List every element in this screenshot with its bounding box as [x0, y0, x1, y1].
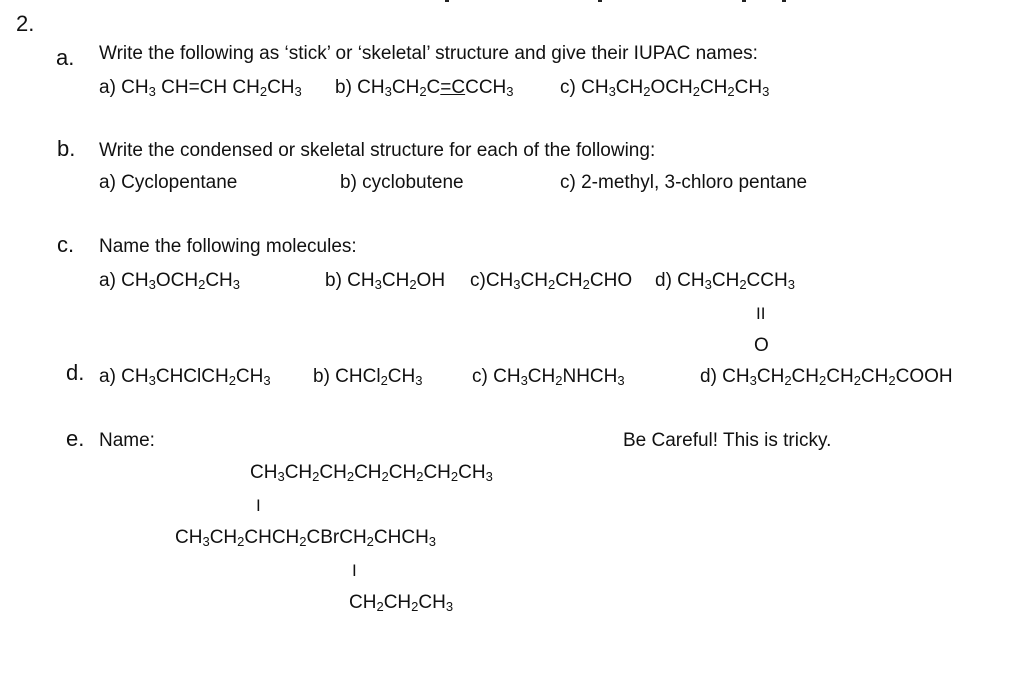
- subscript: 3: [608, 84, 616, 99]
- subscript: 2: [228, 373, 236, 388]
- subscript: 2: [784, 373, 792, 388]
- subscript: 2: [380, 373, 388, 388]
- item-b-a: a) Cyclopentane: [99, 172, 238, 193]
- subscript: 2: [819, 373, 827, 388]
- formula-text: b) CH: [335, 77, 385, 98]
- formula-text: CHCH: [373, 527, 429, 548]
- formula-text: CH: [383, 592, 412, 613]
- formula-text: CH: [418, 592, 446, 613]
- formula-text: CH: [756, 366, 785, 387]
- formula-text: CH: [388, 462, 417, 483]
- subscript: 3: [445, 599, 454, 614]
- formula-text: CH: [458, 462, 486, 483]
- subscript: 2: [643, 84, 651, 99]
- formula-text: CH: [319, 462, 347, 483]
- formula-a-c: [560, 77, 769, 99]
- double-bond-mark: II: [756, 304, 766, 323]
- section-d-label: d.: [66, 360, 85, 385]
- subscript: 3: [374, 277, 382, 292]
- subscript: 3: [428, 534, 437, 549]
- section-e-prompt: Name:: [99, 430, 155, 451]
- subscript: 2: [312, 469, 320, 484]
- subscript: 3: [506, 84, 514, 99]
- formula-c-d: [655, 270, 795, 292]
- item-b-c: c) 2-methyl, 3-chloro pentane: [560, 172, 808, 193]
- formula-text: a) CH: [99, 77, 149, 98]
- formula-text: CH: [391, 77, 420, 98]
- item-b-b: b) cyclobutene: [340, 172, 464, 193]
- formula-text: CH: [267, 77, 295, 98]
- subscript: 3: [148, 277, 156, 292]
- formula-text: CH: [205, 270, 233, 291]
- subscript: 3: [148, 84, 156, 99]
- subscript: 3: [232, 277, 241, 292]
- subscript: 2: [547, 277, 556, 292]
- subscript: 3: [148, 373, 156, 388]
- formula-c-c: [470, 270, 632, 292]
- subscript: 3: [294, 84, 302, 99]
- formula-text: CHClCH: [155, 366, 229, 387]
- subscript: 3: [415, 373, 423, 388]
- formula-text: CH: [734, 77, 763, 98]
- formula-text: CH: [791, 366, 819, 387]
- formula-text: CH: [235, 366, 264, 387]
- subscript: 2: [366, 534, 374, 549]
- formula-text: CH: [250, 462, 278, 483]
- formula-text: d) CH: [700, 366, 750, 387]
- top-edge-fragments: [0, 0, 1024, 2]
- section-e-label: e.: [66, 426, 85, 451]
- subscript: 2: [376, 599, 384, 614]
- subscript: 2: [416, 469, 424, 484]
- formula-text: CH: [209, 527, 238, 548]
- formula-text: CCH: [465, 77, 507, 98]
- subscript: 2: [346, 469, 355, 484]
- subscript: 2: [450, 469, 459, 484]
- formula-text: CHCH: [244, 527, 300, 548]
- formula-text: a) CH: [99, 270, 149, 291]
- subscript: 3: [704, 277, 712, 292]
- subscript: 2: [299, 534, 307, 549]
- subscript: 2: [419, 84, 427, 99]
- subscript: 2: [888, 373, 896, 388]
- formula-text: CH: [826, 366, 854, 387]
- subscript: 2: [555, 373, 563, 388]
- tricky-note: Be Careful! This is tricky.: [623, 430, 832, 451]
- subscript: 3: [384, 84, 392, 99]
- formula-text: CH: [354, 462, 382, 483]
- section-c-prompt: Name the following molecules:: [99, 236, 357, 257]
- formula-text: b) CHCl: [313, 366, 381, 387]
- formula-text: COOH: [895, 366, 953, 387]
- formula-text: c) CH: [472, 366, 521, 387]
- structure-line-3: [349, 592, 453, 614]
- formula-text: d) CH: [655, 270, 705, 291]
- formula-text: CH: [699, 77, 728, 98]
- formula-text: OH: [416, 270, 446, 291]
- formula-text: NHCH: [562, 366, 618, 387]
- formula-text: CHO: [589, 270, 633, 291]
- subscript: 2: [692, 84, 700, 99]
- formula-text: CH: [860, 366, 889, 387]
- formula-text: CCH: [746, 270, 788, 291]
- section-b-label: b.: [57, 136, 76, 161]
- formula-text: CH: [284, 462, 313, 483]
- section-b-prompt: Write the condensed or skeletal structure for each of the following:: [99, 140, 656, 161]
- structure-line-1: [250, 462, 493, 484]
- structure-bond-2: I: [352, 561, 357, 580]
- subscript: 3: [787, 277, 795, 292]
- subscript: 2: [853, 373, 861, 388]
- formula-text: a) CH: [99, 366, 149, 387]
- formula-d-b: [313, 366, 422, 388]
- formula-text: c)CH: [470, 270, 514, 291]
- structure-line-2: [175, 527, 436, 549]
- formula-text: C: [426, 77, 441, 98]
- formula-text: CH: [555, 270, 583, 291]
- formula-d-a: [99, 366, 271, 388]
- formula-text: CH: [175, 527, 203, 548]
- subscript: 2: [237, 534, 245, 549]
- formula-text: CH: [381, 270, 410, 291]
- section-a-prompt: Write the following as ‘stick’ or ‘skeletal’ structure and give their IUPAC names:: [99, 43, 758, 64]
- subscript: 2: [582, 277, 590, 292]
- subscript: 2: [198, 277, 206, 292]
- formula-d-d: [700, 366, 953, 388]
- formula-d-c: [472, 366, 625, 388]
- subscript: 3: [617, 373, 625, 388]
- subscript: 2: [727, 84, 735, 99]
- formula-a-a: [99, 77, 302, 99]
- formula-text: c) CH: [560, 77, 609, 98]
- subscript: 3: [762, 84, 770, 99]
- subscript: 3: [749, 373, 757, 388]
- carbonyl-oxygen: O: [754, 335, 769, 356]
- subscript: 2: [381, 469, 389, 484]
- formula-text: CH: [527, 366, 556, 387]
- subscript: 2: [259, 84, 268, 99]
- formula-text: CBrCH: [306, 527, 367, 548]
- formula-text: b) CH: [325, 270, 375, 291]
- formula-text: CH: [387, 366, 416, 387]
- subscript: 3: [202, 534, 210, 549]
- formula-c-b: [325, 270, 445, 292]
- triple-bond-text: =C: [440, 77, 466, 98]
- section-c-label: c.: [57, 232, 75, 257]
- subscript: 3: [263, 373, 271, 388]
- subscript: 3: [277, 469, 285, 484]
- subscript: 3: [485, 469, 493, 484]
- formula-text: OCH: [155, 270, 199, 291]
- formula-text: CH=CH CH: [155, 77, 260, 98]
- subscript: 2: [409, 277, 417, 292]
- subscript: 2: [739, 277, 747, 292]
- formula-text: CH: [711, 270, 740, 291]
- subscript: 3: [513, 277, 521, 292]
- formula-c-a: [99, 270, 240, 292]
- section-a-label: a.: [56, 45, 75, 70]
- formula-a-b: [335, 77, 514, 99]
- formula-text: CH: [423, 462, 451, 483]
- question-number: 2.: [16, 11, 35, 36]
- subscript: 3: [520, 373, 528, 388]
- subscript: 2: [411, 599, 419, 614]
- formula-text: CH: [615, 77, 644, 98]
- formula-text: OCH: [650, 77, 693, 98]
- structure-bond-1: I: [256, 496, 261, 515]
- formula-text: CH: [520, 270, 548, 291]
- formula-text: CH: [349, 592, 377, 613]
